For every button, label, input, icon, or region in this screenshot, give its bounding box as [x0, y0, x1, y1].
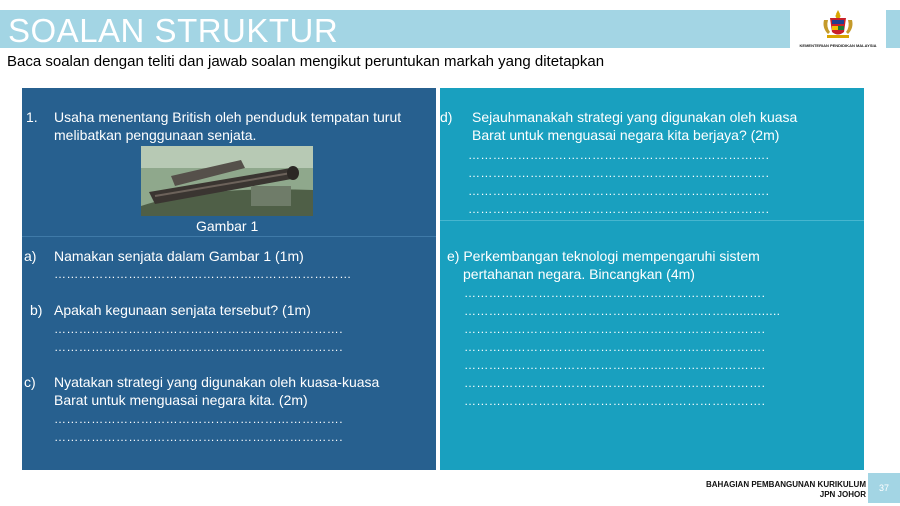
- figure-caption: Gambar 1: [196, 218, 259, 234]
- question-1-line-1: Usaha menentang British oleh penduduk tempatan turut: [54, 109, 402, 125]
- answer-line-b-1: …………………………………………………………….: [54, 322, 343, 336]
- question-d-label: d): [440, 109, 453, 125]
- footer-department: [706, 480, 866, 500]
- answer-line-d-4: ……………………………………………………………….: [468, 202, 770, 216]
- answer-line-e-7: ……………………………………………………………….: [464, 394, 766, 408]
- panel-divider: [22, 236, 436, 237]
- question-c-line-2: Barat untuk menguasai negara kita. (2m): [54, 392, 308, 408]
- coat-of-arms-icon: [818, 8, 858, 40]
- answer-line-e-5: ……………………………………………………………….: [464, 358, 766, 372]
- cannon-image: [141, 146, 313, 216]
- question-d-line-1: Sejauhmanakah strategi yang digunakan oleh kuasa: [472, 109, 798, 125]
- question-a-text: Namakan senjata dalam Gambar 1 (1m): [54, 248, 304, 264]
- answer-line-b-2: …………………………………………………………….: [54, 340, 343, 354]
- panel-divider: [440, 220, 864, 221]
- cannon-photo: [141, 146, 313, 216]
- question-c-line-1: Nyatakan strategi yang digunakan oleh kuasa-kuasa: [54, 374, 380, 390]
- question-1-line-2: melibatkan penggunaan senjata.: [54, 127, 257, 143]
- answer-line-d-2: ……………………………………………………………….: [468, 166, 770, 180]
- question-b-label: b): [30, 302, 43, 318]
- slide-title: SOALAN STRUKTUR: [8, 12, 339, 49]
- question-1-number: 1.: [26, 109, 38, 125]
- answer-line-e-3: ……………………………………………………………….: [464, 322, 766, 336]
- answer-line-c-1: …………………………………………………………….: [54, 412, 343, 426]
- page-number: 37: [868, 473, 900, 503]
- answer-line-d-1: ……………………………………………………………….: [468, 148, 770, 162]
- ministry-label: KEMENTERIAN PENDIDIKAN MALAYSIA: [799, 43, 877, 48]
- answer-line-e-1: ……………………………………………………………….: [464, 286, 766, 300]
- question-d-line-2: Barat untuk menguasai negara kita berjaya? (2m): [472, 127, 780, 143]
- instruction-text: Baca soalan dengan teliti dan jawab soalan mengikut peruntukan markah yang ditetapkan: [7, 53, 605, 70]
- logo-box: [790, 6, 886, 50]
- footer-line-2: JPN JOHOR: [819, 490, 866, 499]
- answer-line-c-2: …………………………………………………………….: [54, 430, 343, 444]
- question-b-text: Apakah kegunaan senjata tersebut? (1m): [54, 302, 311, 318]
- answer-line-e-4: ……………………………………………………………….: [464, 340, 766, 354]
- answer-line-a: ………………………………………………………………: [54, 267, 352, 281]
- footer-line-1: BAHAGIAN PEMBANGUNAN KURIKULUM: [706, 480, 866, 489]
- question-a-label: a): [24, 248, 37, 264]
- question-e-line-1: e) Perkembangan teknologi mempengaruhi sistem: [447, 248, 760, 264]
- question-c-label: c): [24, 374, 36, 390]
- answer-line-e-2: ………………………………………………………...............: [464, 304, 781, 318]
- answer-line-d-3: ……………………………………………………………….: [468, 184, 770, 198]
- question-e-line-2: pertahanan negara. Bincangkan (4m): [463, 266, 695, 282]
- answer-line-e-6: ……………………………………………………………….: [464, 376, 766, 390]
